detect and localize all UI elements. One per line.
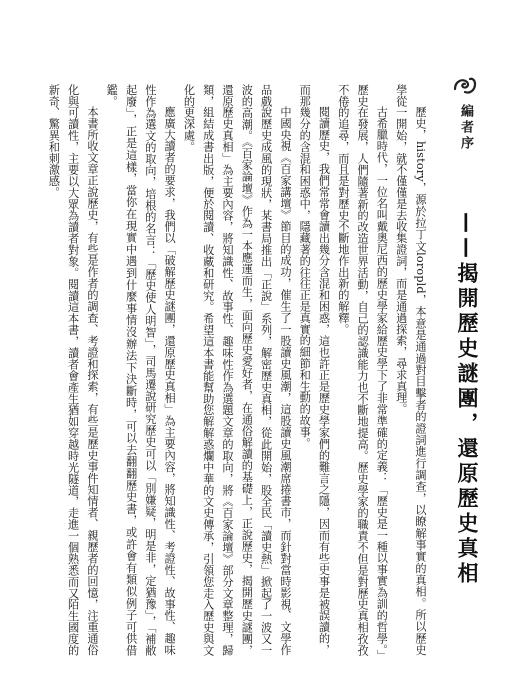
- paragraph: 中國央視《百家講壇》節目的成功，催生了一股讀史風潮，這股讀史風潮席捲書市，而針對當時影視、文學作品戲說歷史成風的現狀，某書局推出「正說」系列，解密歷史真相，從此開始，股全民「讀史熱」掀起了一波又一波的高潮。《百家論壇》作為一本應運而生，面向歷史愛好者，在通俗解讀的基礎上，正說歷史，揭開歷史謎團，還原歷史真相」為主要內容，將知識性、故事性、趣味性作為選題文章的取向，將《百家論壇》部分文章整理，歸類，組結成書出版，便於閱讀、收藏和研究。希望這本書能幫助您解解惑爛中華的文史傳承，引領您走入歷史與文化的更深處。: [182, 84, 292, 656]
- decorative-emblem-icon: [452, 76, 478, 98]
- paragraph: 本書所收文章正說歷史，有些是作者的調查、考證和探索，有些是歷史事件知情者、親歷者的回憶，注重通俗化與可讀性，主要以大眾為讀者對象。閱讀這本書，讀者會產生猶如穿越時光隧道，走進一個熟悉而又陌生國度的新奇、驚異和刺激感。: [47, 84, 99, 656]
- page-title: ——揭開歷史謎團，還原歷史真相: [455, 212, 479, 587]
- paragraph: 應廣大讀者的要求，我們以「破解歷史謎團，還原歷史真相」為主要內容，將知識性、考證性、故事性、趣味性作為選文的取向，培根的名言：「歷史使人明智」，司馬遷說研究歷史可以「別嫌疑，明是非，定猶豫」，「補敝起廢」，正是這樣，當你在現實中遇到什麼事情沒辦法下決斷時，可以去翻翻歷史書，或許會有類似例子可供借鑑。: [105, 84, 177, 656]
- paragraph: 古希臘時代，一位名叫戴奧尼西的歷史學家給歷史學下了非常準確的定義：「歷史是一種以事實為訓的哲學。」歷史在發展，人們隨著新的改造世界活動，自己的認識能力也不斷地提高。歷史學家的職責不但是對歷史真相孜孜不倦的追尋，而且是對歷史不斷地作出新的解釋。: [336, 84, 389, 656]
- paragraph: 歷史，history，源於拉丁文loropld，本意是通過對目擊者的證詞進行調查，以瞭解事實的真相。所以歷史學從一開始，就不僅僅是去收集證詞，而是通過探索，尋求真理。: [394, 84, 427, 656]
- preface-header: [438, 76, 484, 636]
- section-label: 編者序: [458, 104, 473, 152]
- preface-body: [40, 84, 430, 656]
- paragraph: 閱讀歷史，我們常常會讀出幾分含混和困惑，這也許正是歷史學家們的難言之隱，因而有些史事是被誤讀的，而那幾分的含混和困惑中，隱藏著的往往正是真實的細節和生動的故事。: [298, 84, 331, 656]
